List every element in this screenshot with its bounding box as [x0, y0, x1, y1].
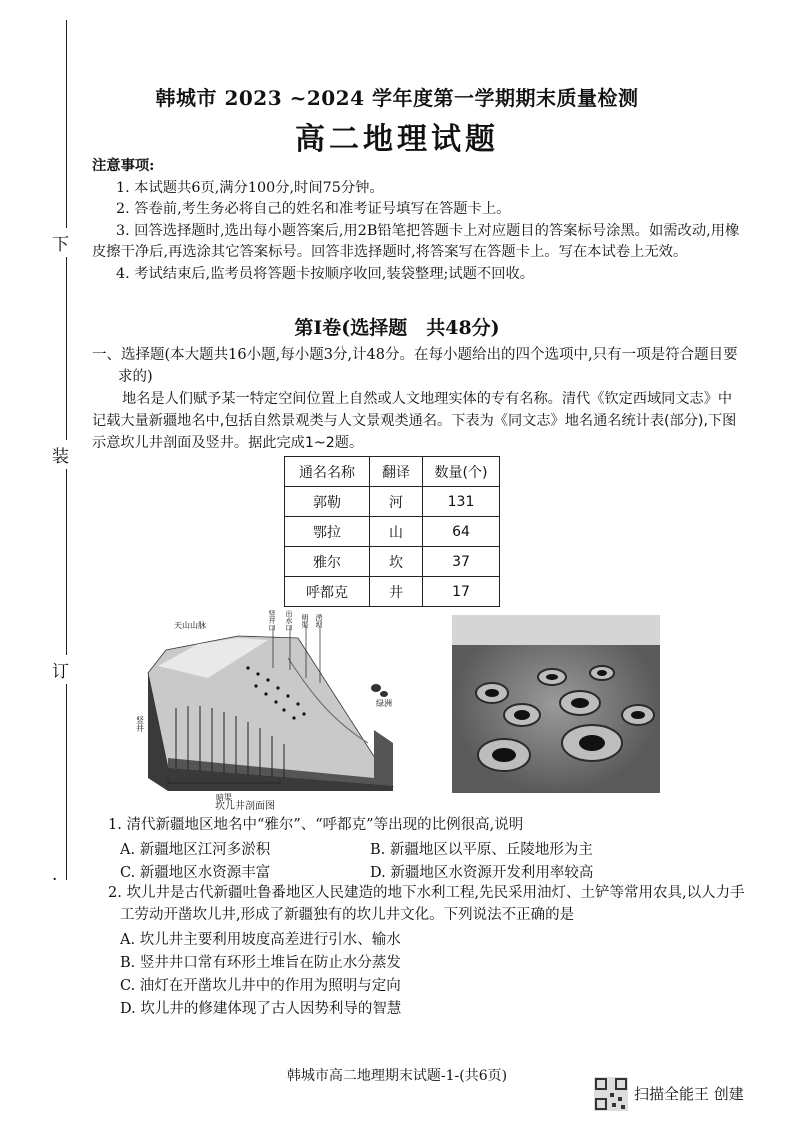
label-mountain: 天山山脉 — [174, 621, 206, 630]
exam-title: 韩城市 2023 ~2024 学年度第一学期期末质量检测 — [155, 86, 639, 110]
scanner-watermark: 扫描全能王 创建 — [634, 1085, 744, 1103]
table-header: 数量(个) — [423, 457, 500, 487]
label-shaft: 竖井 — [135, 716, 145, 732]
question-1-option-b: B. 新疆地区以平原、丘陵地形为主 — [370, 842, 593, 858]
question-1-stem: 1. 清代新疆地区地名中“雅尔”、“呼都克”等出现的比例很高,说明 — [108, 817, 524, 833]
table-row — [285, 487, 500, 517]
table-cell: 郭勒 — [285, 487, 370, 517]
notice-heading: 注意事项: — [92, 158, 155, 174]
question-2-option-a: A. 坎儿井主要利用坡度高差进行引水、输水 — [120, 932, 401, 948]
table-cell: 17 — [423, 577, 500, 607]
label-underground-channel: 暗渠 — [216, 793, 232, 802]
notice-item: 4. 考试结束后,监考员将答题卡按顺序收回,装袋整理;试题不回收。 — [116, 265, 535, 282]
karez-shaft-photo — [452, 615, 660, 793]
table-cell: 131 — [423, 487, 500, 517]
table-header: 通名名称 — [285, 457, 370, 487]
table-cell: 64 — [423, 517, 500, 547]
question-2-option-b: B. 竖井井口常有环形土堆旨在防止水分蒸发 — [120, 955, 401, 971]
table-header: 翻译 — [370, 457, 423, 487]
table-cell: 山 — [370, 517, 423, 547]
notice-item: 1. 本试题共6页,满分100分,时间75分钟。 — [116, 179, 384, 196]
place-name-table — [284, 456, 500, 607]
karez-section-diagram — [135, 608, 428, 808]
part-title: 第Ⅰ卷(选择题 共48分) — [294, 317, 500, 339]
qr-code-icon — [594, 1077, 628, 1111]
subject-title: 高二地理试题 — [295, 122, 499, 157]
section-instruction — [92, 344, 742, 388]
question-intro: 地名是人们赋予某一特定空间位置上自然或人文地理实体的专有名称。清代《钦定西域同文志》中记载大量新疆地名中,包括自然景观类与人文景观类通名。下表为《同文志》地名通名统计表(部分),下图示意坎儿井剖面及竖井。据此完成1~2题。 — [92, 391, 737, 451]
table-cell: 坎 — [370, 547, 423, 577]
table-cell: 井 — [370, 577, 423, 607]
table-row — [285, 547, 500, 577]
question-2-option-d: D. 坎儿井的修建体现了古人因势利导的智慧 — [120, 1001, 402, 1017]
question-1-option-a: A. 新疆地区江河多淤积 — [120, 842, 271, 858]
label-outlet: 出水口 — [285, 610, 293, 631]
binding-mark: 订 — [52, 655, 69, 684]
label-canal: 明渠 — [301, 614, 309, 628]
table-row — [285, 577, 500, 607]
notice-item: 2. 答卷前,考生务必将自己的姓名和准考证号填写在答题卡上。 — [116, 201, 511, 217]
question-1-option-c: C. 新疆地区水资源丰富 — [120, 865, 271, 881]
label-dam: 涝坝 — [315, 614, 323, 628]
table-cell: 呼都克 — [285, 577, 370, 607]
table-cell: 37 — [423, 547, 500, 577]
section-instruction-text: 一、选择题(本大题共16小题,每小题3分,计48分。在每小题给出的四个选项中,只有一项是符合题目要求的) — [92, 347, 738, 385]
table-cell: 鄂拉 — [285, 517, 370, 547]
table-row — [285, 517, 500, 547]
question-1-option-d: D. 新疆地区水资源开发利用率较高 — [370, 865, 594, 881]
question-2-option-c: C. 油灯在开凿坎儿井中的作用为照明与定向 — [120, 978, 401, 994]
table-header-row — [285, 457, 500, 487]
page-footer: 韩城市高二地理期末试题-1-(共6页) — [286, 1068, 508, 1084]
diagram-caption: 坎儿井剖面图 — [215, 801, 275, 812]
binding-mark: 装 — [52, 440, 69, 469]
label-shaft-top: 竖井口 — [268, 610, 276, 631]
binding-mark: · — [52, 870, 58, 890]
notice-block — [92, 156, 742, 285]
table-cell: 雅尔 — [285, 547, 370, 577]
notice-item: 3. 回答选择题时,选出每小题答案后,用2B铅笔把答题卡上对应题目的答案标号涂黑。如需改动,用橡皮擦干净后,再选涂其它答案标号。回答非选择题时,将答案写在答题卡上。写在本试卷上无效。 — [92, 222, 740, 260]
question-2-stem: 2. 坎儿井是古代新疆吐鲁番地区人民建造的地下水利工程,先民采用油灯、土铲等常用农具,以人力手工劳动开凿坎儿井,形成了新疆独有的坎儿井文化。下列说法不正确的是 — [108, 885, 745, 923]
label-oasis: 绿洲 — [376, 699, 392, 708]
binding-mark: 下 — [52, 228, 69, 257]
table-cell: 河 — [370, 487, 423, 517]
